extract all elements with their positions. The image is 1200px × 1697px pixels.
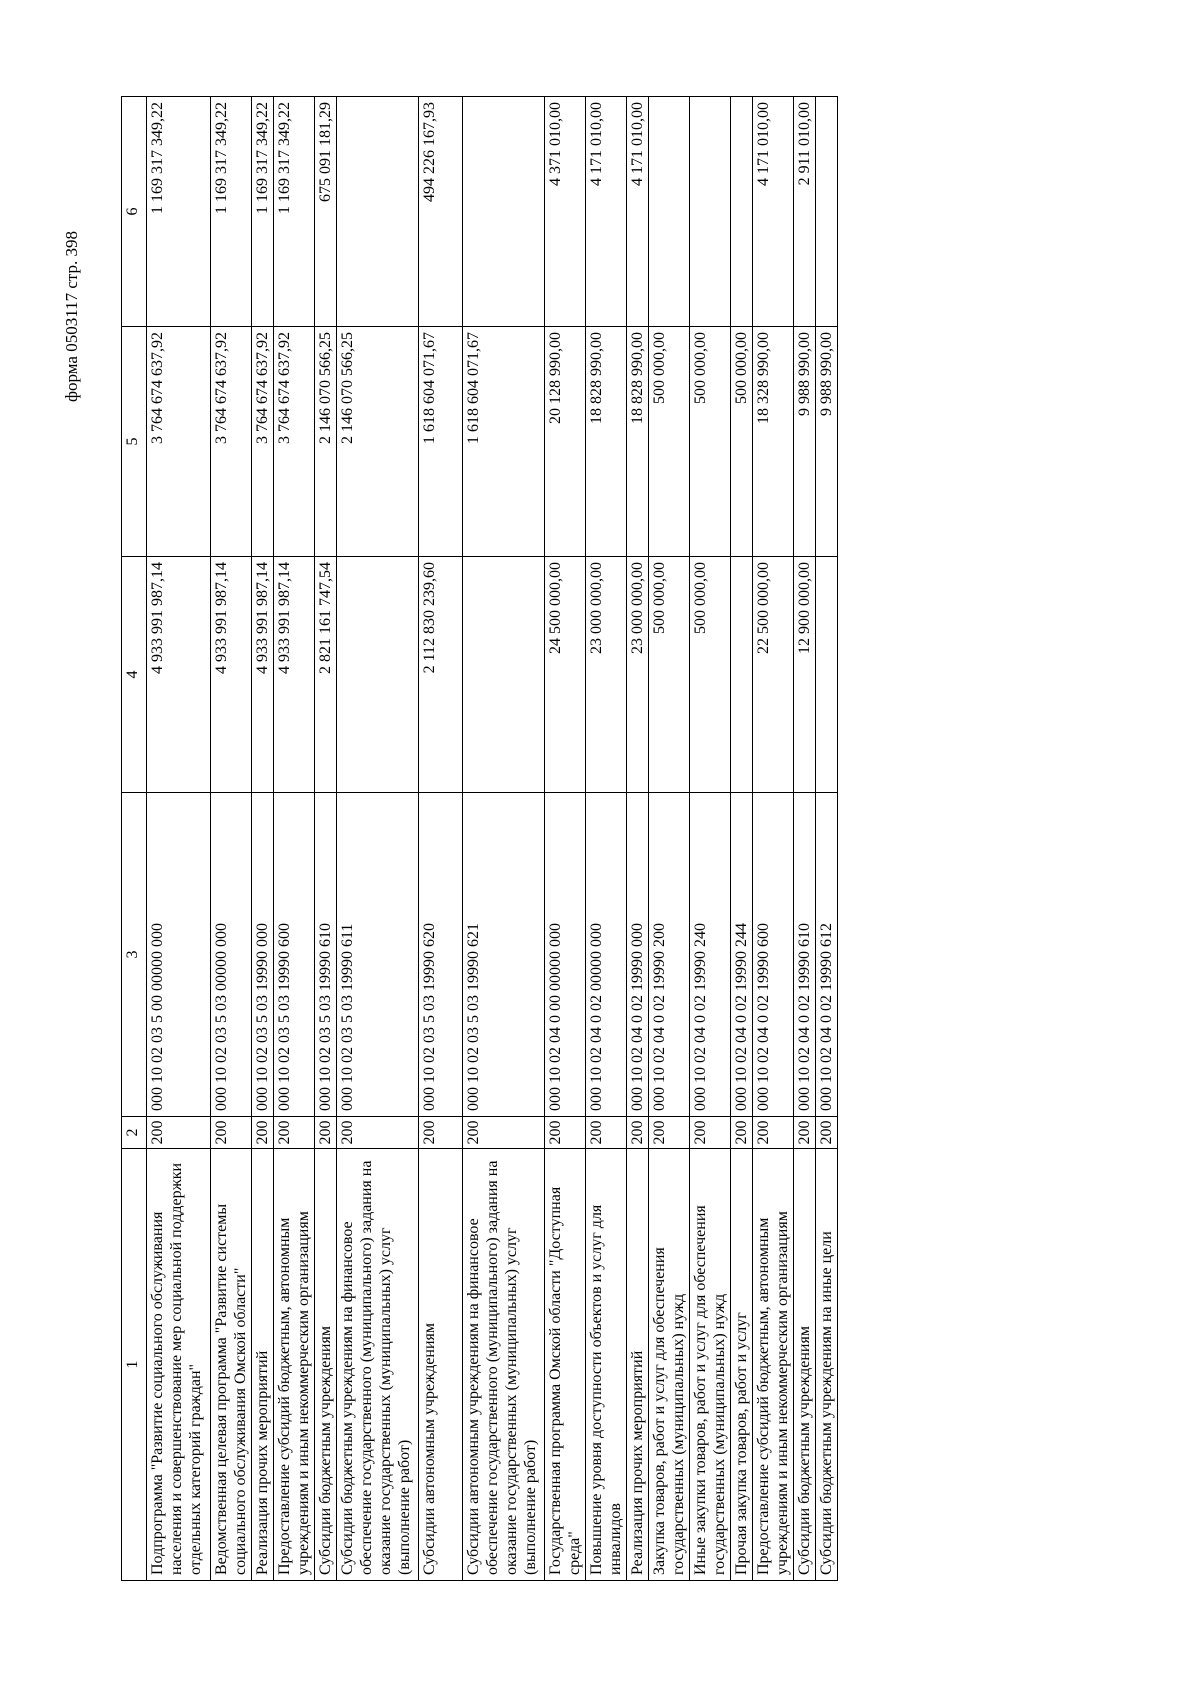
table-row xyxy=(545,97,586,1581)
col5-value: 3 764 674 637,92 xyxy=(211,327,252,557)
table-row xyxy=(211,97,252,1581)
row-name: Субсидии бюджетным учреждениям xyxy=(794,1149,816,1581)
row-name: Субсидии бюджетным учреждениям на финансовое обеспечение государственного (муниципального) задания на оказание государственных (муниципальных) услуг (выполнение работ) xyxy=(337,1149,419,1581)
row-name: Субсидии автономным учреждениям на финансовое обеспечение государственного (муниципального) задания на оказание государственных (муниципальных) услуг (выполнение работ) xyxy=(463,1149,545,1581)
col6-value xyxy=(690,97,731,327)
line-code: 200 xyxy=(419,1117,463,1149)
col6-value: 1 169 317 349,22 xyxy=(147,97,211,327)
row-name: Закупка товаров, работ и услуг для обеспечения государственных (муниципальных) нужд xyxy=(649,1149,690,1581)
header-col-3: 3 xyxy=(122,793,147,1117)
col5-value: 1 618 604 071,67 xyxy=(463,327,545,557)
budget-code: 000 10 02 04 0 02 19990 600 xyxy=(753,793,794,1117)
col4-value: 2 821 161 747,54 xyxy=(315,557,337,793)
budget-code: 000 10 02 03 5 03 19990 610 xyxy=(315,793,337,1117)
col5-value: 1 618 604 071,67 xyxy=(419,327,463,557)
col5-value: 2 146 070 566,25 xyxy=(315,327,337,557)
col6-value: 4 171 010,00 xyxy=(627,97,649,327)
col4-value: 4 933 991 987,14 xyxy=(147,557,211,793)
col6-value: 675 091 181,29 xyxy=(315,97,337,327)
line-code: 200 xyxy=(463,1117,545,1149)
col4-value xyxy=(731,557,753,793)
col6-value: 4 171 010,00 xyxy=(753,97,794,327)
budget-table xyxy=(121,96,838,1581)
table-row xyxy=(315,97,337,1581)
col6-value xyxy=(731,97,753,327)
table-row xyxy=(147,97,211,1581)
table-row xyxy=(690,97,731,1581)
row-name: Реализация прочих мероприятий xyxy=(252,1149,274,1581)
line-code: 200 xyxy=(731,1117,753,1149)
table-row xyxy=(794,97,816,1581)
line-code: 200 xyxy=(274,1117,315,1149)
form-label: форма 0503117 стр. 398 xyxy=(62,231,81,402)
line-code: 200 xyxy=(586,1117,627,1149)
row-name: Подпрограмма "Развитие социального обслуживания населения и совершенствование мер социальной поддержки отдельных категорий граждан" xyxy=(147,1149,211,1581)
budget-code: 000 10 02 03 5 03 19990 000 xyxy=(252,793,274,1117)
table-body xyxy=(147,97,838,1581)
col6-value xyxy=(649,97,690,327)
table-row xyxy=(419,97,463,1581)
col5-value: 18 828 990,00 xyxy=(627,327,649,557)
col5-value: 18 828 990,00 xyxy=(586,327,627,557)
table-row xyxy=(627,97,649,1581)
budget-code: 000 10 02 03 5 00 00000 000 xyxy=(147,793,211,1117)
col4-value: 500 000,00 xyxy=(649,557,690,793)
col4-value: 2 112 830 239,60 xyxy=(419,557,463,793)
col4-value: 23 000 000,00 xyxy=(586,557,627,793)
col6-value: 1 169 317 349,22 xyxy=(252,97,274,327)
budget-code: 000 10 02 04 0 00 00000 000 xyxy=(545,793,586,1117)
col4-value: 12 900 000,00 xyxy=(794,557,816,793)
col5-value: 20 128 990,00 xyxy=(545,327,586,557)
col6-value xyxy=(463,97,545,327)
budget-code: 000 10 02 03 5 03 19990 620 xyxy=(419,793,463,1117)
budget-code: 000 10 02 04 0 02 19990 200 xyxy=(649,793,690,1117)
row-name: Предоставление субсидий бюджетным, автономным учреждениям и иным некоммерческим организациям xyxy=(274,1149,315,1581)
col6-value: 4 171 010,00 xyxy=(586,97,627,327)
line-code: 200 xyxy=(252,1117,274,1149)
budget-code: 000 10 02 03 5 03 00000 000 xyxy=(211,793,252,1117)
table-row xyxy=(337,97,419,1581)
table-row xyxy=(463,97,545,1581)
header-col-6: 6 xyxy=(122,97,147,327)
line-code: 200 xyxy=(690,1117,731,1149)
col4-value: 23 000 000,00 xyxy=(627,557,649,793)
col5-value: 9 988 990,00 xyxy=(816,327,838,557)
table-row xyxy=(731,97,753,1581)
col5-value: 3 764 674 637,92 xyxy=(274,327,315,557)
col5-value: 18 328 990,00 xyxy=(753,327,794,557)
row-name: Прочая закупка товаров, работ и услуг xyxy=(731,1149,753,1581)
budget-code: 000 10 02 03 5 03 19990 611 xyxy=(337,793,419,1117)
row-name: Ведомственная целевая программа "Развитие системы социального обслуживания Омской области" xyxy=(211,1149,252,1581)
row-name: Предоставление субсидий бюджетным, автономным учреждениям и иным некоммерческим организациям xyxy=(753,1149,794,1581)
budget-code: 000 10 02 04 0 02 19990 000 xyxy=(627,793,649,1117)
line-code: 200 xyxy=(753,1117,794,1149)
line-code: 200 xyxy=(147,1117,211,1149)
row-name: Реализация прочих мероприятий xyxy=(627,1149,649,1581)
line-code: 200 xyxy=(545,1117,586,1149)
col4-value: 500 000,00 xyxy=(690,557,731,793)
line-code: 200 xyxy=(627,1117,649,1149)
line-code: 200 xyxy=(211,1117,252,1149)
col4-value: 4 933 991 987,14 xyxy=(274,557,315,793)
line-code: 200 xyxy=(315,1117,337,1149)
line-code: 200 xyxy=(794,1117,816,1149)
col4-value xyxy=(816,557,838,793)
table-row xyxy=(649,97,690,1581)
budget-code: 000 10 02 04 0 02 19990 240 xyxy=(690,793,731,1117)
col4-value: 24 500 000,00 xyxy=(545,557,586,793)
header-col-5: 5 xyxy=(122,327,147,557)
col6-value: 1 169 317 349,22 xyxy=(274,97,315,327)
row-name: Субсидии автономным учреждениям xyxy=(419,1149,463,1581)
budget-code: 000 10 02 03 5 03 19990 621 xyxy=(463,793,545,1117)
row-name: Иные закупки товаров, работ и услуг для обеспечения государственных (муниципальных) нужд xyxy=(690,1149,731,1581)
col6-value xyxy=(337,97,419,327)
header-col-4: 4 xyxy=(122,557,147,793)
col5-value: 9 988 990,00 xyxy=(794,327,816,557)
budget-code: 000 10 02 04 0 02 19990 612 xyxy=(816,793,838,1117)
table-row xyxy=(816,97,838,1581)
col4-value: 4 933 991 987,14 xyxy=(252,557,274,793)
col5-value: 2 146 070 566,25 xyxy=(337,327,419,557)
budget-code: 000 10 02 04 0 02 19990 610 xyxy=(794,793,816,1117)
budget-code: 000 10 02 04 0 02 00000 000 xyxy=(586,793,627,1117)
col6-value: 494 226 167,93 xyxy=(419,97,463,327)
col4-value xyxy=(463,557,545,793)
line-code: 200 xyxy=(337,1117,419,1149)
col5-value: 500 000,00 xyxy=(690,327,731,557)
table-row xyxy=(586,97,627,1581)
line-code: 200 xyxy=(816,1117,838,1149)
col5-value: 3 764 674 637,92 xyxy=(147,327,211,557)
col5-value: 500 000,00 xyxy=(649,327,690,557)
row-name: Повышение уровня доступности объектов и услуг для инвалидов xyxy=(586,1149,627,1581)
header-col-1: 1 xyxy=(122,1149,147,1581)
col5-value: 500 000,00 xyxy=(731,327,753,557)
table-row xyxy=(252,97,274,1581)
col4-value: 22 500 000,00 xyxy=(753,557,794,793)
col4-value: 4 933 991 987,14 xyxy=(211,557,252,793)
row-name: Субсидии бюджетным учреждениям xyxy=(315,1149,337,1581)
col6-value: 2 911 010,00 xyxy=(794,97,816,327)
col6-value xyxy=(816,97,838,327)
col5-value: 3 764 674 637,92 xyxy=(252,327,274,557)
col6-value: 1 169 317 349,22 xyxy=(211,97,252,327)
header-row xyxy=(122,97,147,1581)
budget-code: 000 10 02 04 0 02 19990 244 xyxy=(731,793,753,1117)
row-name: Субсидии бюджетным учреждениям на иные цели xyxy=(816,1149,838,1581)
budget-code: 000 10 02 03 5 03 19990 600 xyxy=(274,793,315,1117)
col6-value: 4 371 010,00 xyxy=(545,97,586,327)
row-name: Государственная программа Омской области "Доступная среда" xyxy=(545,1149,586,1581)
table-row xyxy=(753,97,794,1581)
header-col-2: 2 xyxy=(122,1117,147,1149)
line-code: 200 xyxy=(649,1117,690,1149)
col4-value xyxy=(337,557,419,793)
table-row xyxy=(274,97,315,1581)
